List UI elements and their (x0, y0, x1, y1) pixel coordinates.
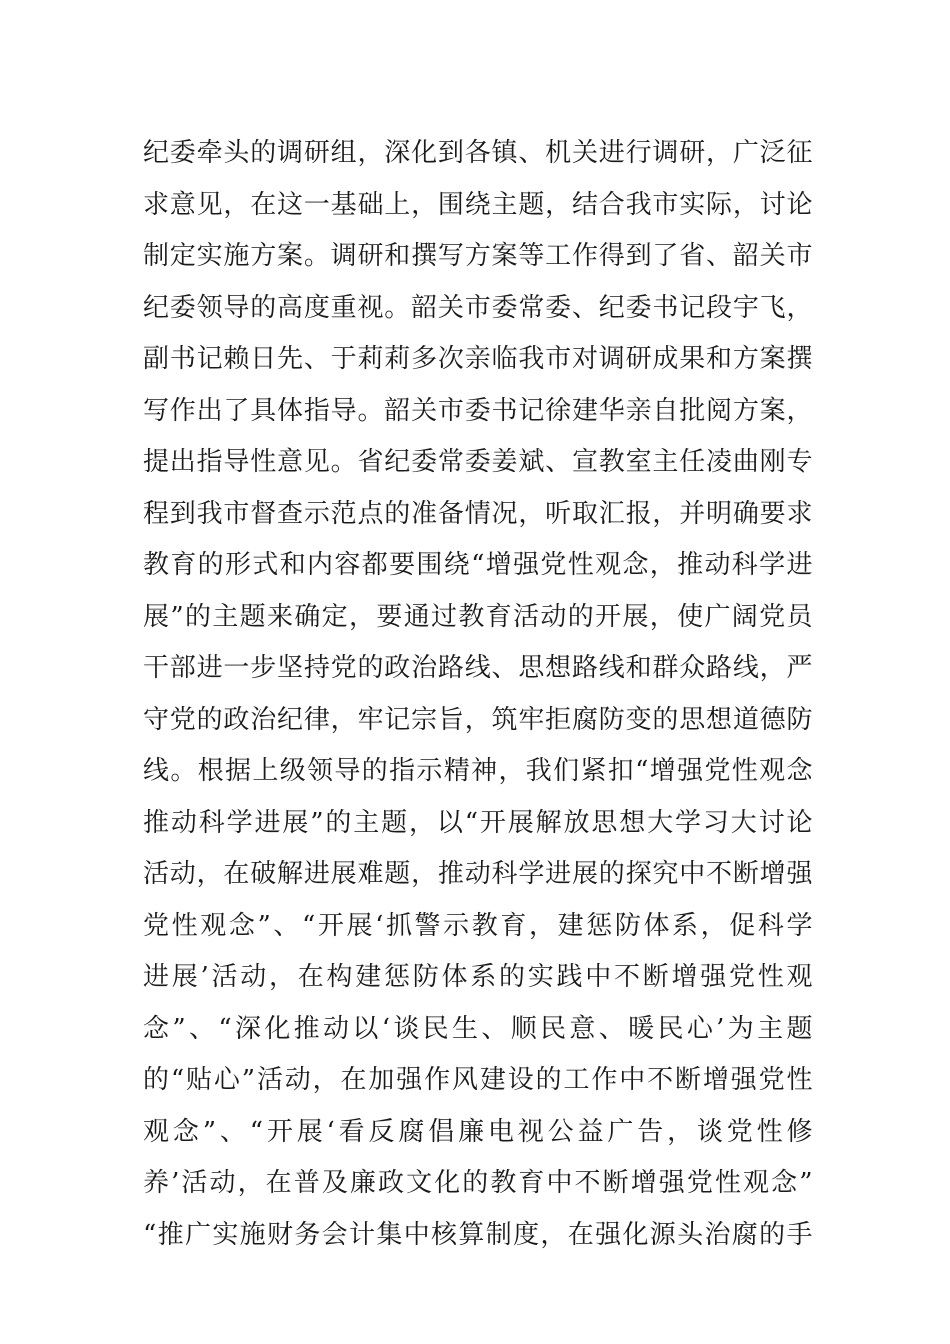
text-line: 养’活动，在普及廉政文化的教育中不断增强党性观念” (143, 1168, 813, 1198)
text-line: 纪委领导的高度重视。韶关市委常委、纪委书记段宇飞， (143, 292, 813, 323)
text-line: 推动科学进展”的主题，以“开展解放思想大学习大讨论 (143, 807, 813, 838)
text-line: 展”的主题来确定，要通过教育活动的开展，使广阔党员 (143, 601, 813, 632)
text-line: 党性观念”、“开展‘抓警示教育，建惩防体系，促科学 (143, 910, 813, 941)
text-line: 念”、“深化推动以‘谈民生、顺民意、暖民心’为主题 (143, 1013, 813, 1044)
text-line: 制定实施方案。调研和撰写方案等工作得到了省、韶关市 (143, 241, 813, 271)
text-line: 干部进一步坚持党的政治路线、思想路线和群众路线，严 (143, 653, 813, 683)
text-line: 程到我市督查示范点的准备情况，听取汇报，并明确要求 (143, 498, 813, 529)
text-line: 进展’活动，在构建惩防体系的实践中不断增强党性观 (143, 962, 813, 992)
text-line: 观念”、“开展‘看反腐倡廉电视公益广告，谈党性修 (143, 1116, 813, 1147)
text-line: 教育的形式和内容都要围绕“增强党性观念，推动科学进 (143, 550, 813, 580)
text-line: 纪委牵头的调研组，深化到各镇、机关进行调研，广泛征 (143, 138, 813, 168)
text-line: 活动，在破解进展难题，推动科学进展的探究中不断增强 (143, 859, 813, 889)
text-line: 守党的政治纪律，牢记宗旨，筑牢拒腐防变的思想道德防 (143, 704, 813, 735)
text-line: 写作出了具体指导。韶关市委书记徐建华亲自批阅方案， (143, 395, 813, 426)
body-text (143, 128, 813, 1261)
text-line: 线。根据上级领导的指示精神，我们紧扣“增强党性观念 (143, 756, 813, 786)
text-line: “推广实施财务会计集中核算制度，在强化源头治腐的手 (143, 1219, 813, 1250)
text-line: 的“贴心”活动，在加强作风建设的工作中不断增强党性 (143, 1065, 813, 1095)
text-line: 副书记赖日先、于莉莉多次亲临我市对调研成果和方案撰 (143, 344, 813, 374)
text-line: 求意见，在这一基础上，围绕主题，结合我市实际，讨论 (143, 189, 813, 220)
text-line: 提出指导性意见。省纪委常委姜斌、宣教室主任凌曲刚专 (143, 447, 813, 477)
